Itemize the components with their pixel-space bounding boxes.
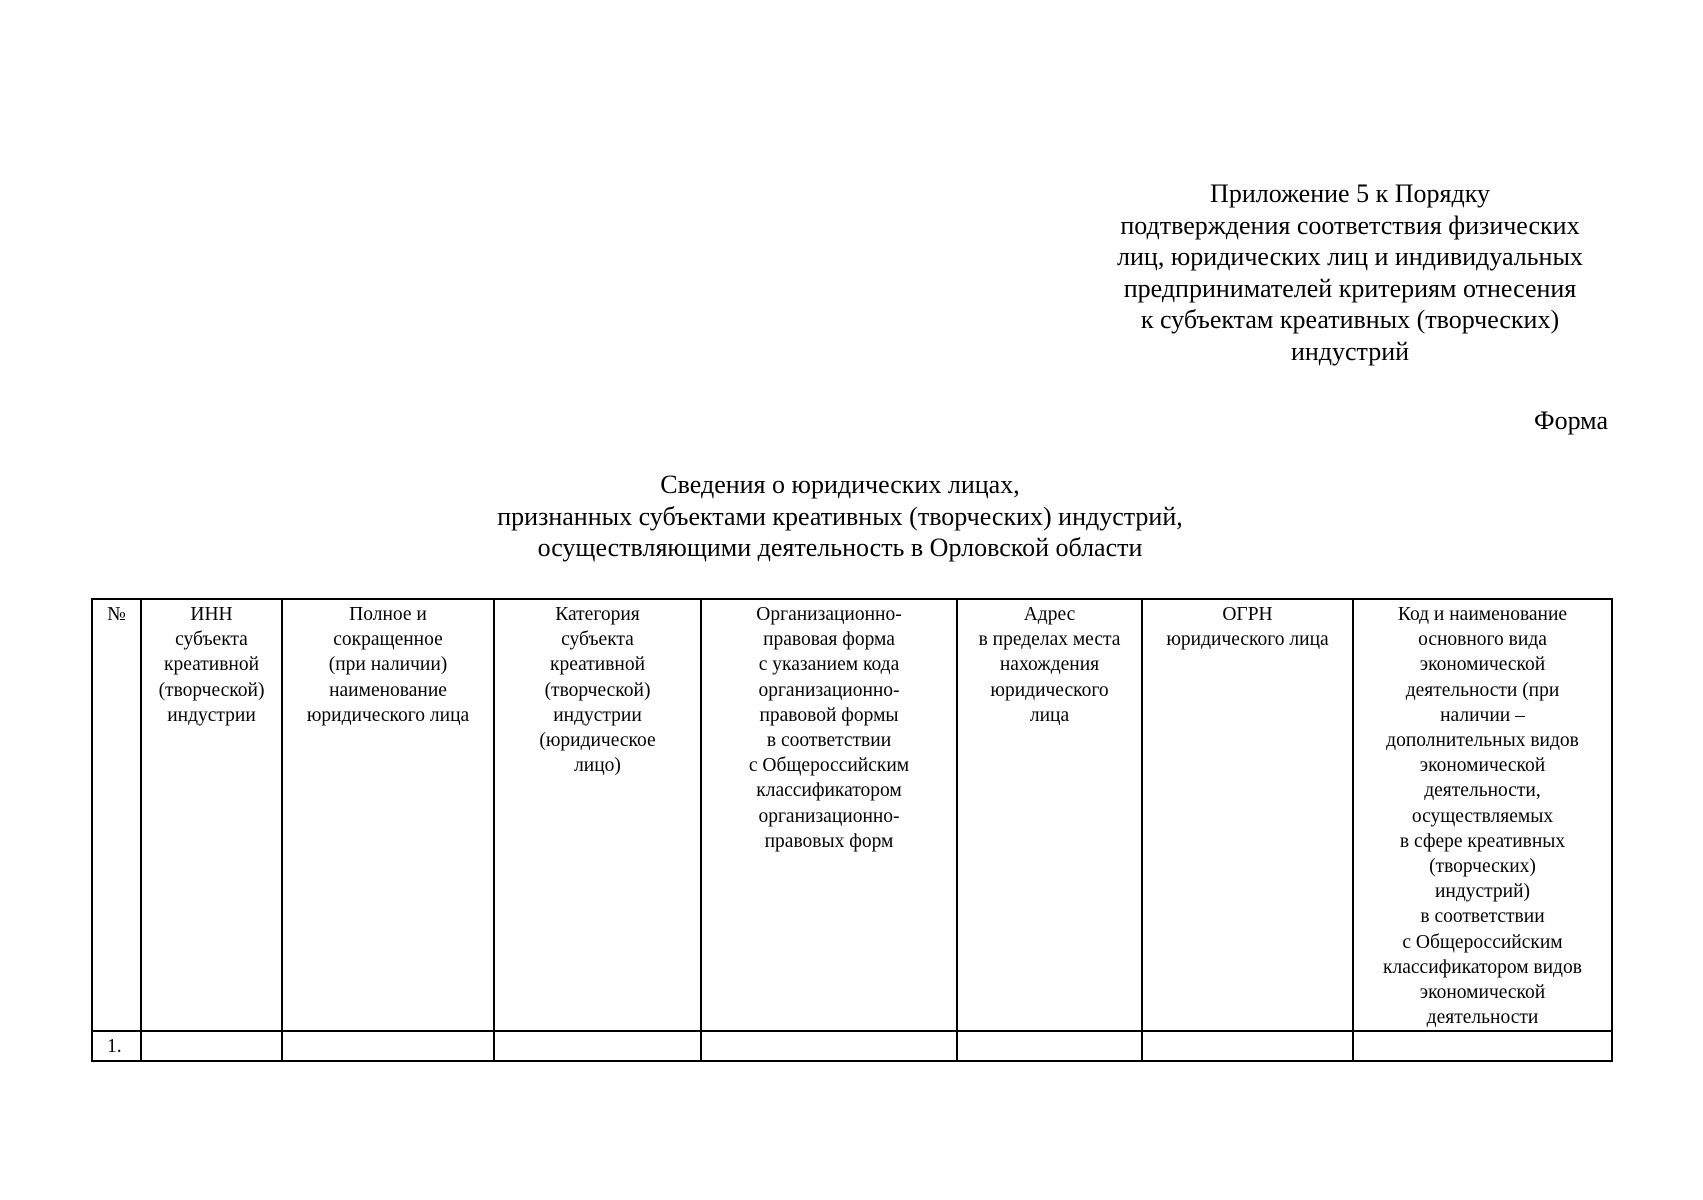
- column-header-category: Категория субъекта креативной (творческой) индустрии (юридическое лицо): [494, 599, 701, 1031]
- column-header-number: №: [92, 599, 141, 1031]
- appendix-line: Приложение 5 к Порядку: [1210, 179, 1490, 208]
- table-cell: [1142, 1031, 1353, 1060]
- table-cell: [282, 1031, 494, 1060]
- title-line: осуществляющими деятельность в Орловской области: [537, 533, 1143, 562]
- table-header-row: [92, 599, 1612, 1031]
- table-cell-number: 1.: [92, 1031, 141, 1060]
- column-header-inn: ИНН субъекта креативной (творческой) индустрии: [141, 599, 282, 1031]
- table-cell: [957, 1031, 1142, 1060]
- column-header-address: Адрес в пределах места нахождения юридического лица: [957, 599, 1142, 1031]
- appendix-line: подтверждения соответствия физических: [1120, 210, 1580, 240]
- column-header-okved: Код и наименование основного вида экономической деятельности (при наличии – дополнительных видов экономической деятельности, осуществляемых в сфере креативных (творческих) индустрий) в соответствии с Общероссийским классификатором видов экономической деятельности: [1353, 599, 1612, 1031]
- appendix-header: [1080, 178, 1620, 367]
- title-line: Сведения о юридических лицах,: [660, 470, 1020, 499]
- document-title: [340, 469, 1340, 564]
- table-cell: [141, 1031, 282, 1060]
- form-label: Форма: [1534, 406, 1608, 435]
- table-cell: [494, 1031, 701, 1060]
- table-cell: [1353, 1031, 1612, 1060]
- legal-entities-table: [91, 598, 1613, 1062]
- appendix-line: предпринимателей критериям отнесения: [1123, 273, 1577, 303]
- table-row: [92, 1031, 1612, 1060]
- appendix-line: лиц, юридических лиц и индивидуальных: [1117, 242, 1583, 271]
- column-header-legal-form: Организационно- правовая форма с указанием кода организационно- правовой формы в соответствии с Общероссийским классификатором организационно- правовых форм: [701, 599, 957, 1031]
- title-line: признанных субъектами креативных (творческих) индустрий,: [497, 501, 1183, 531]
- appendix-line: к субъектам креативных (творческих): [1140, 305, 1560, 334]
- column-header-ogrn: ОГРН юридического лица: [1142, 599, 1353, 1031]
- table-cell: [701, 1031, 957, 1060]
- column-header-name: Полное и сокращенное (при наличии) наименование юридического лица: [282, 599, 494, 1031]
- appendix-line: индустрий: [1290, 336, 1410, 366]
